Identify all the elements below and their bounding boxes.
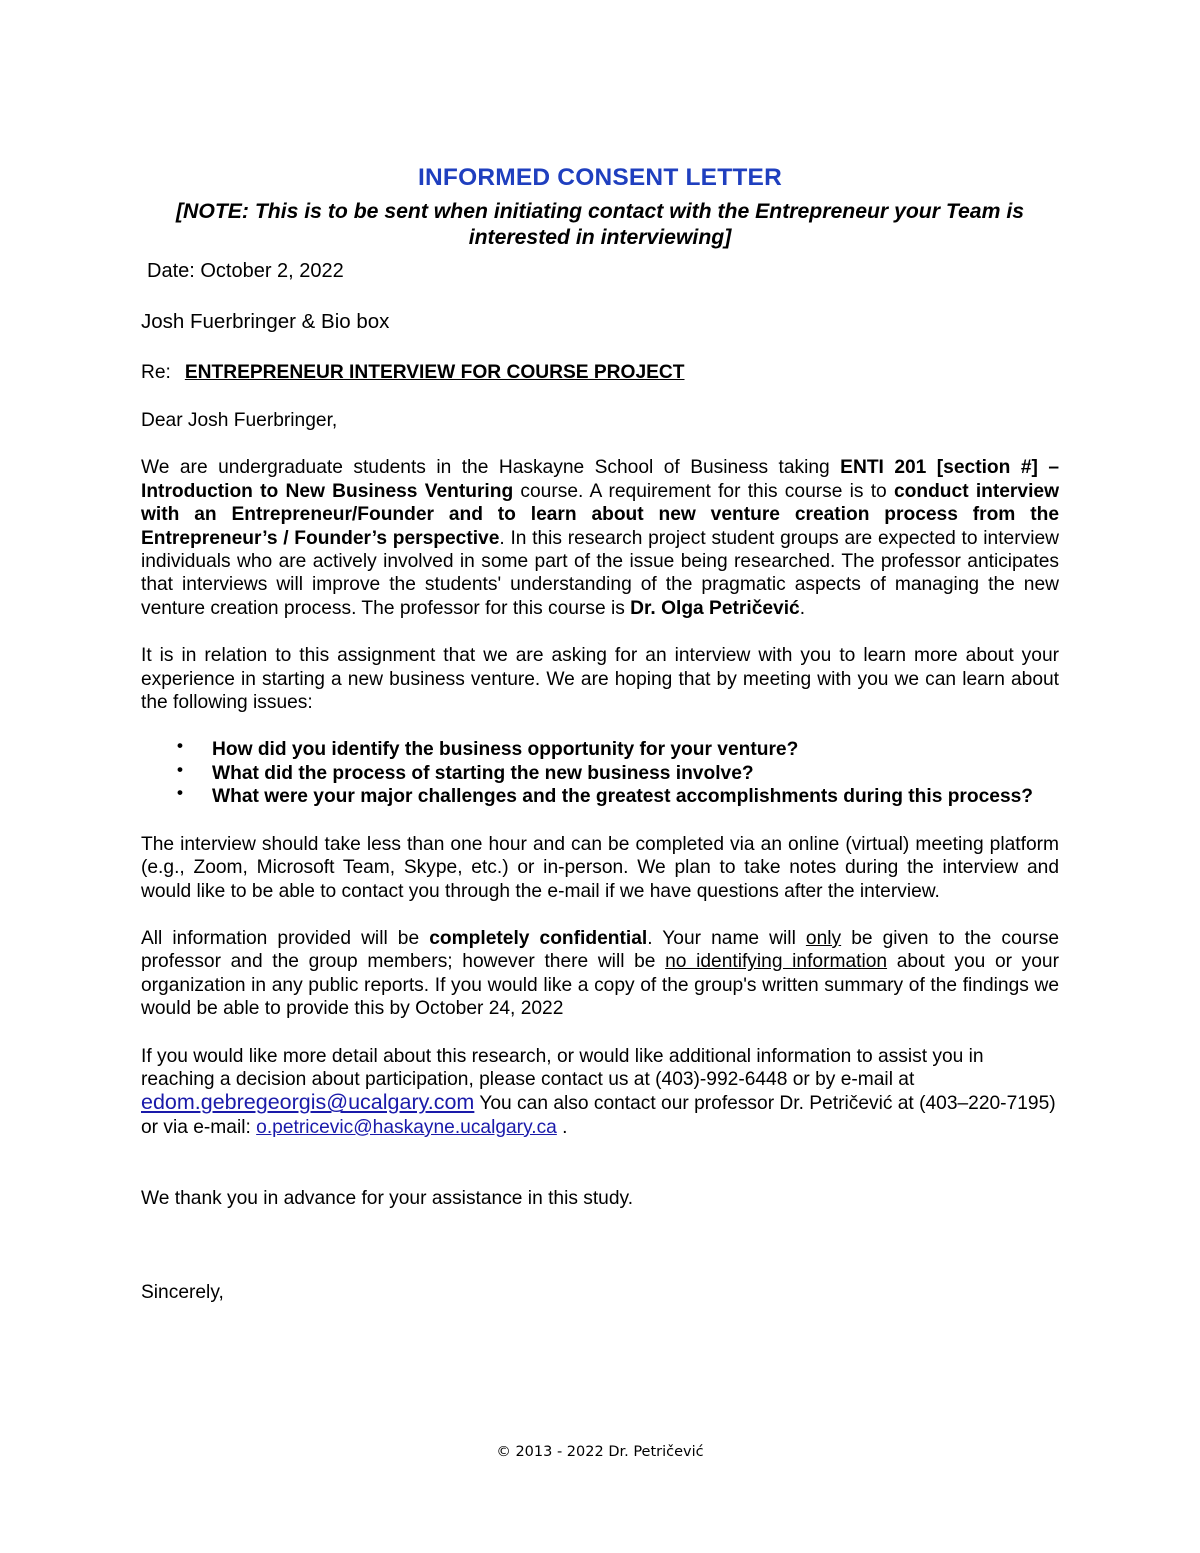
- date-label: Date:: [147, 260, 201, 282]
- course-name: ENTI 201 [section #] – Introduction to New Business Venturing: [141, 457, 1059, 502]
- confidential-emphasis: completely confidential: [429, 927, 648, 949]
- intro-paragraph: [141, 456, 1059, 620]
- page-title: INFORMED CONSENT LETTER: [418, 164, 782, 191]
- subject-line: [141, 361, 1059, 385]
- date-value: October 2, 2022: [200, 260, 344, 282]
- list-item: [141, 738, 1059, 761]
- questions-list: [141, 738, 1059, 808]
- contact-text-2: You can also contact our professor Dr. Petričević at (403–220-7195) or via e-mail:: [141, 1093, 1056, 1138]
- contact-text-1: If you would like more detail about this research, or would like additional information to assist you in reaching a decision about participation, please contact us at (403)-992-6448 or by e-mail at: [141, 1045, 984, 1090]
- question-text: What were your major challenges and the greatest accomplishments during this process?: [212, 786, 1034, 808]
- intro-text-2: course. A requirement for this course is to: [513, 480, 894, 502]
- confidentiality-paragraph: [141, 927, 1059, 1021]
- question-text: What did the process of starting the new business involve?: [212, 762, 754, 784]
- bullet-icon: •: [177, 759, 183, 779]
- only-emphasis: only: [805, 927, 842, 949]
- letter-body: [141, 163, 1059, 1304]
- requirement-text: conduct interview with an Entrepreneur/Founder and to learn about new venture creation process from the Entrepreneur’s / Founder’s perspective: [141, 480, 1059, 549]
- bullet-icon: •: [177, 783, 183, 803]
- confidentiality-text-4: about you or your organization in any public reports. If you would like a copy of the group's written summary of the findings we would be able to provide this by October 24, 2022: [141, 951, 1059, 1020]
- contact-text-3: .: [556, 1116, 568, 1138]
- confidentiality-text-1: All information provided will be: [141, 927, 430, 949]
- re-subject: ENTREPRENEUR INTERVIEW FOR COURSE PROJECT: [184, 362, 685, 383]
- interview-details-paragraph: The interview should take less than one hour and can be completed via an online (virtual) meeting platform (e.g., Zoom, Microsoft Team, Skype, etc.) or in-person. We plan to take notes during the interview and would like to be able to contact you through the e-mail if we have questions after the interview.: [141, 833, 1059, 902]
- confidentiality-text-3: be given to the course professor and the group members; however there will be: [141, 927, 1059, 973]
- footer-copyright: © 2013 - 2022 Dr. Petričević: [496, 1444, 704, 1460]
- no-identifying-emphasis: no identifying information: [665, 951, 888, 973]
- professor-name: Dr. Olga Petričević: [630, 597, 800, 619]
- date-line: [147, 259, 1059, 283]
- bullet-icon: •: [177, 736, 183, 756]
- professor-email-link[interactable]: o.petricevic@haskayne.ucalgary.ca: [256, 1116, 557, 1138]
- closing-thanks: We thank you in advance for your assistance in this study.: [141, 1188, 634, 1210]
- intro-text-4: .: [799, 597, 806, 619]
- salutation: Dear Josh Fuerbringer,: [141, 410, 338, 431]
- instruction-note: [NOTE: This is to be sent when initiating contact with the Entrepreneur your Team is interested in interviewing]: [176, 200, 1024, 249]
- request-paragraph: It is in relation to this assignment that we are asking for an interview with you to learn more about your experience in starting a new business venture. We are hoping that by meeting with you we can learn about the following issues:: [141, 645, 1059, 714]
- intro-text-3: . In this research project student groups are expected to interview individuals who are actively involved in some part of the issue being researched. The professor anticipates that interviews will improve the students' understanding of the pragmatic aspects of managing the new venture creation process. The professor for this course is: [141, 527, 1059, 619]
- re-label: Re:: [141, 362, 171, 383]
- recipient-line: Josh Fuerbringer & Bio box: [141, 310, 390, 333]
- list-item: [141, 785, 1059, 808]
- student-email-link[interactable]: edom.gebregeorgis@ucalgary.com: [141, 1090, 475, 1115]
- list-item: [141, 759, 1059, 785]
- signoff: Sincerely,: [141, 1281, 224, 1303]
- contact-paragraph: [141, 1045, 1059, 1140]
- intro-text-1: We are undergraduate students in the Haskayne School of Business taking: [141, 457, 841, 479]
- confidentiality-text-2: . Your name will: [647, 927, 806, 949]
- question-text: How did you identify the business opportunity for your venture?: [212, 739, 799, 761]
